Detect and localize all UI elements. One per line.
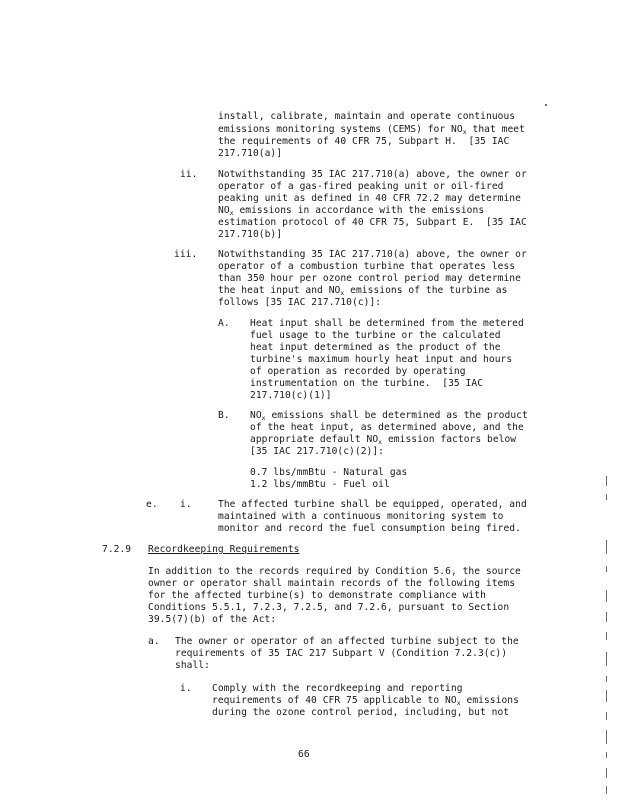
item-ii-line: operator of a gas-fired peaking unit or oil-fired xyxy=(218,181,504,192)
item-B-line: $NO_x$ emissions shall be determined as the product xyxy=(250,410,528,422)
intro-line: 39.5(7)(b) of the Act: xyxy=(148,614,277,625)
item-a-i-line: Comply with the recordkeeping and reporting xyxy=(212,683,463,694)
intro-line: owner or operator shall maintain records of the following items xyxy=(148,578,516,589)
scan-artifact xyxy=(606,590,607,602)
emission-factor-gas: 0.7 lbs/mmBtu - Natural gas xyxy=(250,467,408,478)
scan-artifact xyxy=(606,676,607,682)
item-ii-line: Notwithstanding 35 IAC 217.710(a) above, the owner or xyxy=(218,169,527,180)
scan-artifact xyxy=(606,786,607,794)
scan-artifact xyxy=(606,540,607,554)
item-a-i-label: i. xyxy=(180,683,192,694)
item-a-label: a. xyxy=(148,636,160,647)
scan-artifact xyxy=(606,730,607,744)
intro-line: In addition to the records required by Condition 5.6, the source xyxy=(148,566,521,577)
scan-artifact xyxy=(606,690,607,702)
scan-artifact xyxy=(606,712,607,720)
item-e-line: The affected turbine shall be equipped, operated, and xyxy=(218,499,527,510)
item-A-line: turbine's maximum hourly heat input and hours xyxy=(250,354,513,365)
scan-artifact xyxy=(606,768,607,778)
item-a-line: shall: xyxy=(175,660,210,671)
item-a-line: requirements of 35 IAC 217 Subpart V (Condition 7.2.3(c)) xyxy=(175,648,508,659)
item-e-label: e. xyxy=(146,499,158,510)
scan-artifact xyxy=(606,652,607,666)
item-A-line: Heat input shall be determined from the metered xyxy=(250,318,524,329)
item-a-i-line: during the ozone control period, including, but not xyxy=(212,707,510,718)
item-A-line: instrumentation on the turbine. [35 IAC xyxy=(250,378,484,389)
section-title: Recordkeeping Requirements xyxy=(148,544,300,555)
page-number: 66 xyxy=(298,749,310,760)
item-ii-line: 217.710(b)] xyxy=(218,229,283,240)
intro-line: for the affected turbine(s) to demonstrate compliance with xyxy=(148,590,486,601)
continuation-line: emissions monitoring systems (CEMS) for $NO_x$ that meet xyxy=(218,124,525,136)
item-ii-line: $NO_x$ emissions in accordance with the emissions xyxy=(218,205,485,217)
emission-factor-oil: 1.2 lbs/mmBtu - Fuel oil xyxy=(250,479,390,490)
item-a-i-line: requirements of 40 CFR 75 applicable to $NO_x$ emissions xyxy=(212,695,519,707)
scan-artifact xyxy=(606,632,607,640)
item-iii-line: Notwithstanding 35 IAC 217.710(a) above, the owner or xyxy=(218,249,527,260)
continuation-line: 217.710(a)] xyxy=(218,148,283,159)
item-B-label: B. xyxy=(218,410,230,421)
item-A-line: fuel usage to the turbine or the calculated xyxy=(250,330,501,341)
item-a-line: The owner or operator of an affected turbine subject to the xyxy=(175,636,519,647)
scan-artifact xyxy=(606,612,607,622)
scan-artifact xyxy=(606,566,607,572)
item-A-line: 217.710(c)(1)] xyxy=(250,390,332,401)
scan-artifact xyxy=(606,752,607,758)
intro-line: Conditions 5.5.1, 7.2.3, 7.2.5, and 7.2.6, pursuant to Section xyxy=(148,602,510,613)
item-A-label: A. xyxy=(218,318,230,329)
scan-speck xyxy=(545,104,547,106)
item-ii-line: estimation protocol of 40 CFR 75, Subpart E. [35 IAC xyxy=(218,217,527,228)
item-A-line: heat input determined as the product of the xyxy=(250,342,501,353)
item-iii-line: follows [35 IAC 217.710(c)]: xyxy=(218,297,382,308)
continuation-line: install, calibrate, maintain and operate continuous xyxy=(218,111,516,122)
item-ii-line: peaking unit as defined in 40 CFR 72.2 may determine xyxy=(218,193,521,204)
item-e-line: monitor and record the fuel consumption being fired. xyxy=(218,523,521,534)
scan-artifact xyxy=(606,494,607,500)
item-B-line: of the heat input, as determined above, and the xyxy=(250,422,524,433)
item-B-line: appropriate default $NO_x$ emission factors below xyxy=(250,434,517,446)
item-e-sublabel: i. xyxy=(180,499,192,510)
section-number: 7.2.9 xyxy=(102,544,132,555)
item-ii-label: ii. xyxy=(180,169,198,180)
item-iii-label: iii. xyxy=(174,249,198,260)
item-B-line: [35 IAC 217.710(c)(2)]: xyxy=(250,446,384,457)
item-A-line: of operation as recorded by operating xyxy=(250,366,466,377)
item-e-line: maintained with a continuous monitoring system to xyxy=(218,511,504,522)
item-iii-line: than 350 hour per ozone control period may determine xyxy=(218,273,521,284)
scan-artifact xyxy=(606,476,607,486)
item-iii-line: operator of a combustion turbine that operates less xyxy=(218,261,516,272)
item-iii-line: the heat input and $NO_x$ emissions of the turbine as xyxy=(218,285,508,297)
continuation-line: the requirements of 40 CFR 75, Subpart H. [35 IAC xyxy=(218,136,510,147)
